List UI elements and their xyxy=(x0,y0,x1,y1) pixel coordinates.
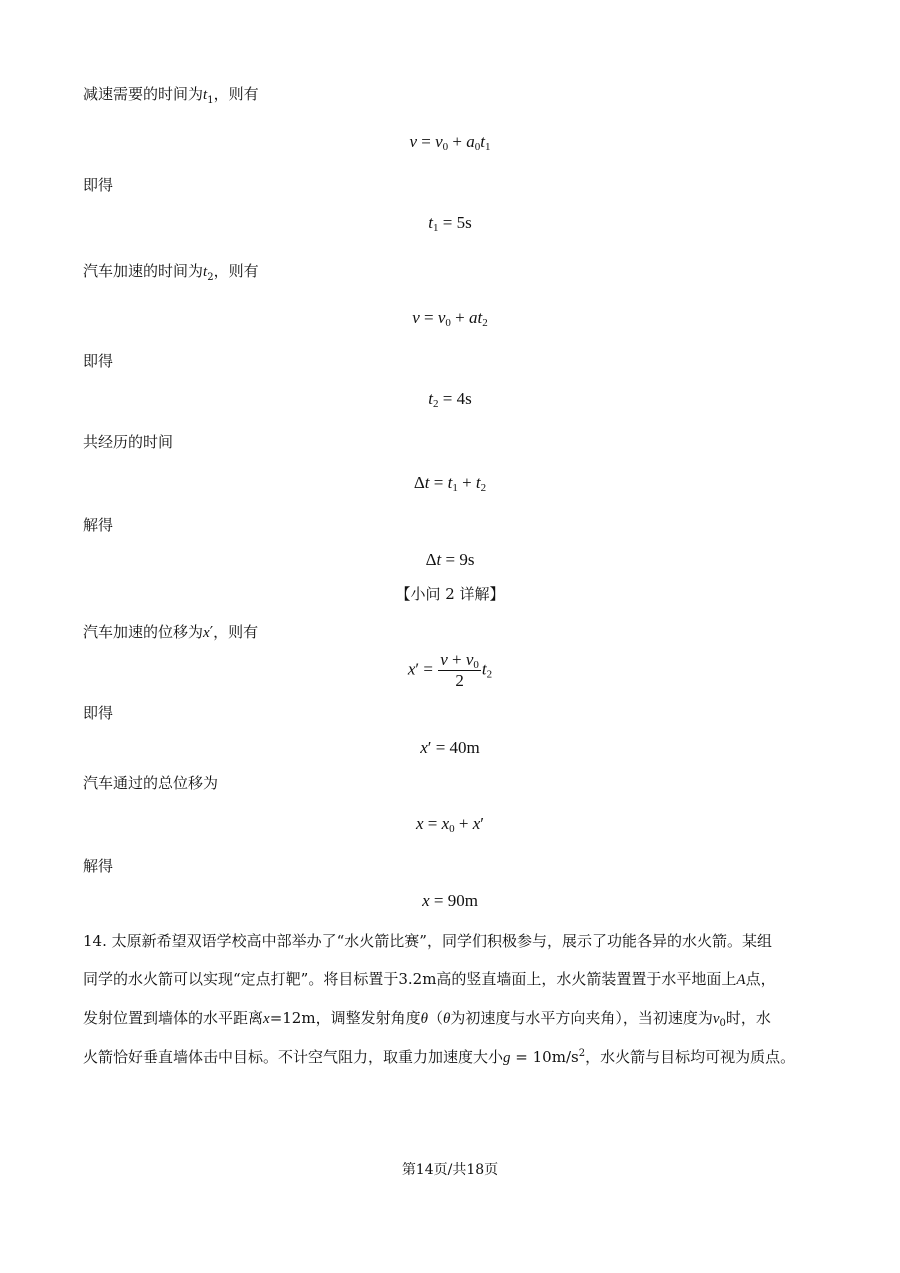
step-text: 解得 xyxy=(83,857,114,875)
problem-line xyxy=(83,960,823,999)
step-label-end: ，则有 xyxy=(213,262,259,280)
problem-text: =12m，调整发射角度 xyxy=(269,1009,421,1027)
equation-value: = 4s xyxy=(442,389,472,408)
step-label-end: ，则有 xyxy=(213,85,259,103)
problem-line: 发射位置到墙体的水平距离x=12m，调整发射角度θ（θ为初速度与水平方向夹角），当初速度为$v_0$时，水 xyxy=(83,1009,771,1029)
problem-text: = 10m/s xyxy=(515,1048,579,1066)
problem-line: 14. 太原新希望双语学校高中部举办了“水火箭比赛”，同学们积极参与，展示了功能各异的水火箭。某组 xyxy=(83,932,772,950)
step-text: 汽车加速的时间为$t_2$，则有 xyxy=(83,262,259,283)
page-footer: 第14页/共18页 xyxy=(401,1162,499,1178)
step-text: 即得 xyxy=(83,176,114,194)
step-label: 汽车加速的时间为 xyxy=(83,262,204,280)
problem-text: 点， xyxy=(745,970,776,988)
step-text: 汽车通过的总位移为 xyxy=(83,774,219,792)
problem-text: 为初速度与水平方向夹角），当初速度为 xyxy=(450,1009,713,1027)
problem-text: 发射位置到墙体的水平距离 xyxy=(83,1009,264,1027)
problem-text: （ xyxy=(427,1009,443,1027)
step-text: 即得 xyxy=(83,352,114,370)
equation-x-result: x = 90m xyxy=(422,891,478,910)
problem-text: ，水火箭与目标均可视为质点。 xyxy=(585,1048,796,1066)
equation-dt: $\Delta t = t_1 + t_2$ xyxy=(413,473,487,494)
step-label: 减速需要的时间为 xyxy=(83,85,204,103)
problem-line: 火箭恰好垂直墙体击中目标。不计空气阻力，取重力加速度大小$g = 10m/s^2$，水火箭与目标均可视为质点。 xyxy=(83,1048,796,1066)
step-text: 汽车加速的位移为x′，则有 xyxy=(83,623,259,641)
equation-x-prime: x′ = $\frac{v + v_0}{2}$ $t_2$ xyxy=(407,650,493,690)
equation-t2: $t_2 = 4s$ xyxy=(428,389,472,410)
equation-t1: $t_1 = 5s$ xyxy=(428,213,472,234)
equation-value: = 9s xyxy=(445,550,475,569)
problem-var: A xyxy=(736,972,746,988)
equation-x-prime-result: x′ = 40m xyxy=(420,738,480,757)
problem-var: g xyxy=(503,1050,511,1066)
step-label: 汽车加速的位移为 xyxy=(83,623,204,641)
equation-value: = 40m xyxy=(435,738,480,757)
step-text: 共经历的时间 xyxy=(83,433,174,451)
problem-text: 时，水 xyxy=(725,1009,771,1027)
step-text: 减速需要的时间为$t_1$，则有 xyxy=(83,85,259,106)
problem-text: 同学的水火箭可以实现“定点打靶”。将目标置于3.2m高的竖直墙面上，水火箭装置置于水平地面上 xyxy=(83,970,737,988)
problem-text: 火箭恰好垂直墙体击中目标。不计空气阻力，取重力加速度大小 xyxy=(83,1048,504,1066)
problem-14 xyxy=(83,922,823,1077)
fraction: $\frac{v + v_0}{2}$ xyxy=(440,650,479,690)
section-heading: 【小问 2 详解】 xyxy=(395,585,505,603)
fraction-denominator: 2 xyxy=(455,671,464,690)
equation-v-decel: $v = v_0 + a_0t_1$ xyxy=(409,132,491,153)
problem-var: θ xyxy=(420,1011,428,1027)
step-text: 解得 xyxy=(83,516,114,534)
equation-dt-result: Δt = 9s xyxy=(425,550,475,569)
problem-var: x xyxy=(263,1011,270,1027)
step-text: 即得 xyxy=(83,704,114,722)
problem-var: θ xyxy=(442,1011,451,1027)
equation-x-total: $x = x_0 + x'$ xyxy=(415,814,485,835)
step-label-end: ，则有 xyxy=(213,623,259,641)
equation-value: = 90m xyxy=(433,891,478,910)
equation-v-accel: $v = v_0 + at_2$ xyxy=(412,308,488,329)
equation-value: = 5s xyxy=(442,213,472,232)
